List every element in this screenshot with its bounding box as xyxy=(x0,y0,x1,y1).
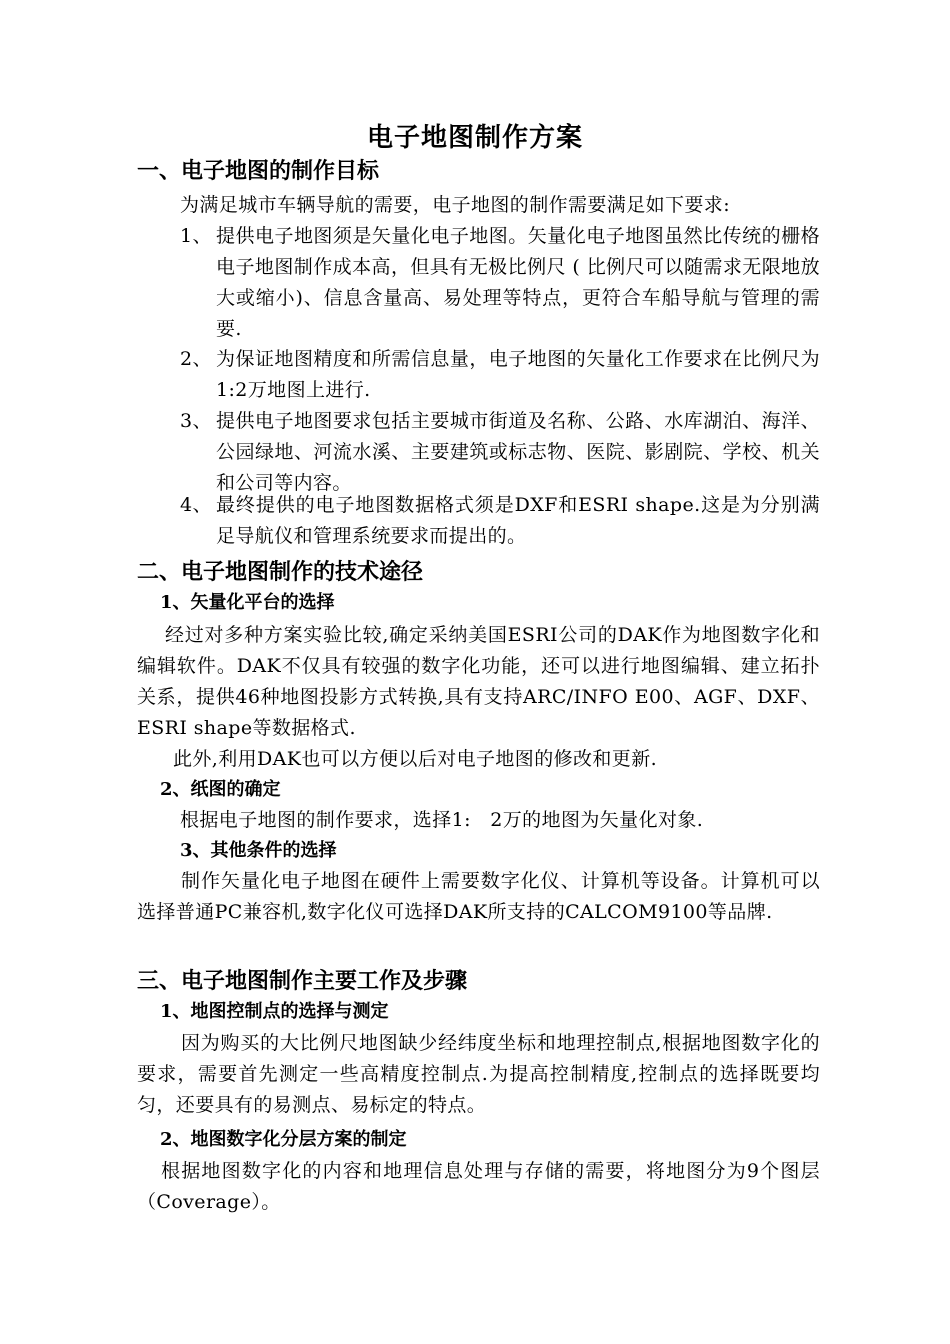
section-3-heading: 三、电子地图制作主要工作及步骤 xyxy=(137,969,468,994)
subsection-heading: 1、地图控制点的选择与测定 xyxy=(160,1001,389,1022)
list-item xyxy=(180,221,820,345)
list-item xyxy=(180,490,820,552)
list-item-text: 最终提供的电子地图数据格式须是DXF和ESRI shape.这是为分别满足导航仪和管理系统要求而提出的。 xyxy=(216,494,820,547)
list-item-text: 为保证地图精度和所需信息量，电子地图的矢量化工作要求在比例尺为1:2万地图上进行. xyxy=(216,348,820,401)
list-item xyxy=(180,344,820,406)
paragraph: 此外,利用DAK也可以方便以后对电子地图的修改和更新. xyxy=(173,748,658,770)
list-item-number: 1、 xyxy=(180,225,212,247)
subsection-heading: 1、矢量化平台的选择 xyxy=(160,592,335,613)
paragraph: 制作矢量化电子地图在硬件上需要数字化仪、计算机等设备。计算机可以选择普通PC兼容机,数字化仪可选择DAK所支持的CALCOM9100等品牌. xyxy=(137,870,820,923)
list-item-number: 4、 xyxy=(180,494,212,516)
section-2-heading: 二、电子地图制作的技术途径 xyxy=(137,560,424,585)
section-1-intro: 为满足城市车辆导航的需要，电子地图的制作需要满足如下要求: xyxy=(180,194,731,216)
paragraph: 根据电子地图的制作要求，选择1: 2万的地图为矢量化对象. xyxy=(180,809,704,831)
paragraph: 因为购买的大比例尺地图缺少经纬度坐标和地理控制点,根据地图数字化的要求，需要首先测定一些高精度控制点.为提高控制精度,控制点的选择既要均匀，还要具有的易测点、易标定的特点。 xyxy=(137,1032,820,1116)
list-item-number: 2、 xyxy=(180,348,212,370)
list-item-text: 提供电子地图要求包括主要城市街道及名称、公路、水库湖泊、海洋、公园绿地、河流水溪、主要建筑或标志物、医院、影剧院、学校、机关和公司等内容。 xyxy=(216,410,820,494)
list-item xyxy=(180,406,820,499)
list-item-number: 3、 xyxy=(180,410,212,432)
document-title: 电子地图制作方案 xyxy=(366,123,583,153)
list-item-text: 提供电子地图须是矢量化电子地图。矢量化电子地图虽然比传统的栅格电子地图制作成本高，但具有无极比例尺 ( 比例尺可以随需求无限地放大或缩小)、信息含量高、易处理等特点，更符合车船导航与管理的需要. xyxy=(216,225,820,340)
subsection-heading: 3、其他条件的选择 xyxy=(180,840,337,861)
subsection-heading: 2、纸图的确定 xyxy=(160,779,281,800)
section-1-heading: 一、电子地图的制作目标 xyxy=(137,159,380,184)
paragraph: 根据地图数字化的内容和地理信息处理与存储的需要，将地图分为9个图层（Coverage）。 xyxy=(137,1160,820,1213)
paragraph: 经过对多种方案实验比较,确定采纳美国ESRI公司的DAK作为地图数字化和编辑软件。DAK不仅具有较强的数字化功能，还可以进行地图编辑、建立拓扑关系，提供46种地图投影方式转换,具有支持ARC/INFO E00、AGF、DXF、ESRI shape等数据格式. xyxy=(137,624,820,739)
subsection-heading: 2、地图数字化分层方案的制定 xyxy=(160,1129,407,1150)
